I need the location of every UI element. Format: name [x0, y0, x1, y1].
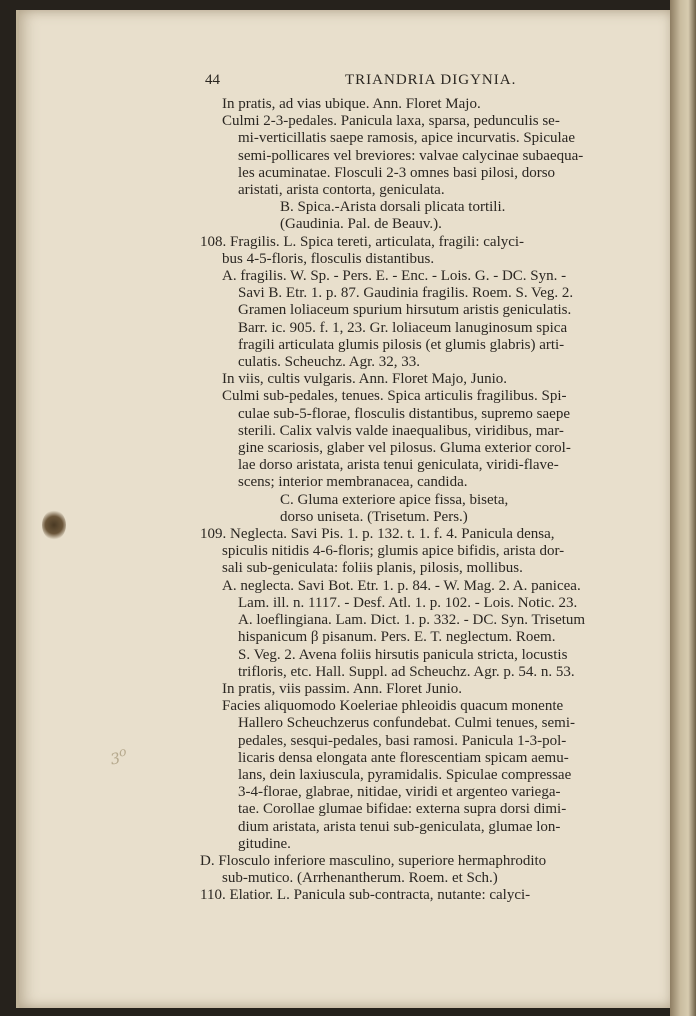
- text-line: gine scariosis, glaber vel pilosus. Gluma exterior corol-: [238, 440, 571, 457]
- text-line: Culmi sub-pedales, tenues. Spica articulis fragilibus. Spi-: [222, 388, 567, 405]
- text-line: hispanicum β pisanum. Pers. E. T. neglectum. Roem.: [238, 629, 556, 646]
- text-line: 110. Elatior. L. Panicula sub-contracta, nutante: calyci-: [200, 887, 531, 904]
- text-line: Barr. ic. 905. f. 1, 23. Gr. loliaceum lanuginosum spica: [238, 319, 568, 336]
- text-line: bus 4-5-floris, flosculis distantibus.: [222, 250, 435, 267]
- text-line: Savi B. Etr. 1. p. 87. Gaudinia fragilis. Roem. S. Veg. 2.: [238, 285, 574, 302]
- text-line: trifloris, etc. Hall. Suppl. ad Scheuchz. Agr. p. 54. n. 53.: [238, 663, 575, 680]
- margin-pencil-note: 3$^o$: [108, 743, 128, 769]
- text-line: D. Flosculo inferiore masculino, superiore hermaphrodito: [200, 852, 547, 869]
- text-line: licaris densa elongata ante florescentiam spicam aemu-: [238, 749, 569, 766]
- running-title: TRIANDRIA DIGYNIA.: [345, 72, 517, 88]
- text-line: In pratis, ad vias ubique. Ann. Floret Majo.: [222, 96, 481, 112]
- ink-stain: [42, 510, 66, 540]
- text-line: sterili. Calix valvis valde inaequalibus, viridibus, mar-: [238, 422, 564, 439]
- text-line: 3-4-florae, glabrae, nitidae, viridi et argenteo variega-: [238, 784, 561, 801]
- text-line: 109. Neglecta. Savi Pis. 1. p. 132. t. 1. f. 4. Panicula densa,: [200, 526, 555, 543]
- text-line: lae dorso aristata, arista tenui geniculata, viridi-flave-: [238, 457, 559, 474]
- text-line: tae. Corollae glumae bifidae: externa supra dorsi dimi-: [238, 801, 567, 818]
- text-line: Culmi 2-3-pedales. Panicula laxa, sparsa, pedunculis se-: [222, 113, 560, 130]
- text-line: A. fragilis. W. Sp. - Pers. E. - Enc. - Lois. G. - DC. Syn. -: [222, 268, 567, 285]
- text-line: sali sub-geniculata: foliis planis, pilosis, mollibus.: [222, 560, 523, 577]
- text-line: C. Gluma exteriore apice fissa, biseta,: [280, 491, 509, 508]
- text-line: (Gaudinia. Pal. de Beauv.).: [280, 216, 442, 233]
- text-line: Hallero Scheuchzerus confundebat. Culmi tenues, semi-: [238, 715, 575, 732]
- text-line: Gramen loliaceum spurium hirsutum aristis geniculatis.: [238, 302, 572, 319]
- text-line: In pratis, viis passim. Ann. Floret Junio.: [222, 680, 462, 697]
- text-line: Facies aliquomodo Koeleriae phleoidis quacum monente: [222, 698, 564, 715]
- text-line: pedales, sesqui-pedales, basi ramosi. Panicula 1-3-pol-: [238, 732, 567, 749]
- text-line: semi-pollicares vel breviores: valvae calycinae subaequa-: [238, 147, 584, 164]
- text-line: spiculis nitidis 4-6-floris; glumis apice bifidis, arista dor-: [222, 543, 565, 560]
- text-line: A. neglecta. Savi Bot. Etr. 1. p. 84. - W. Mag. 2. A. panicea.: [222, 577, 581, 594]
- text-line: gitudine.: [238, 835, 291, 852]
- text-line: A. loeflingiana. Lam. Dict. 1. p. 332. - DC. Syn. Trisetum: [238, 612, 586, 629]
- text-line: culatis. Scheuchz. Agr. 32, 33.: [238, 354, 421, 371]
- text-line: scens; interior membranacea, candida.: [238, 474, 468, 491]
- page-edge: [670, 0, 696, 1016]
- text-line: Lam. ill. n. 1117. - Desf. Atl. 1. p. 102. - Lois. Notic. 23.: [238, 594, 578, 611]
- text-line: les acuminatae. Flosculi 2-3 omnes basi pilosi, dorso: [238, 164, 556, 181]
- page-number: 44: [205, 72, 220, 88]
- body-text: [200, 96, 655, 905]
- text-line: aristati, arista contorta, geniculata.: [238, 182, 445, 199]
- text-line: dium aristata, arista tenui sub-geniculata, glumae lon-: [238, 818, 561, 835]
- text-line: sub-mutico. (Arrhenantherum. Roem. et Sch.): [222, 870, 498, 887]
- text-line: fragili articulata glumis pilosis (et glumis glabris) arti-: [238, 336, 565, 353]
- text-line: 108. Fragilis. L. Spica tereti, articulata, fragili: calyci-: [200, 233, 525, 250]
- text-line: culae sub-5-florae, flosculis distantibus, supremo saepe: [238, 405, 570, 422]
- text-line: dorso uniseta. (Trisetum. Pers.): [280, 508, 468, 525]
- text-line: mi-verticillatis saepe ramosis, apice incurvatis. Spiculae: [238, 130, 575, 147]
- text-line: lans, dein laxiuscula, pyramidalis. Spiculae compressae: [238, 766, 572, 783]
- text-line: S. Veg. 2. Avena foliis hirsutis panicula stricta, locustis: [238, 646, 568, 663]
- text-line: B. Spica.-Arista dorsali plicata tortili.: [280, 199, 506, 216]
- text-line: In viis, cultis vulgaris. Ann. Floret Majo, Junio.: [222, 371, 507, 388]
